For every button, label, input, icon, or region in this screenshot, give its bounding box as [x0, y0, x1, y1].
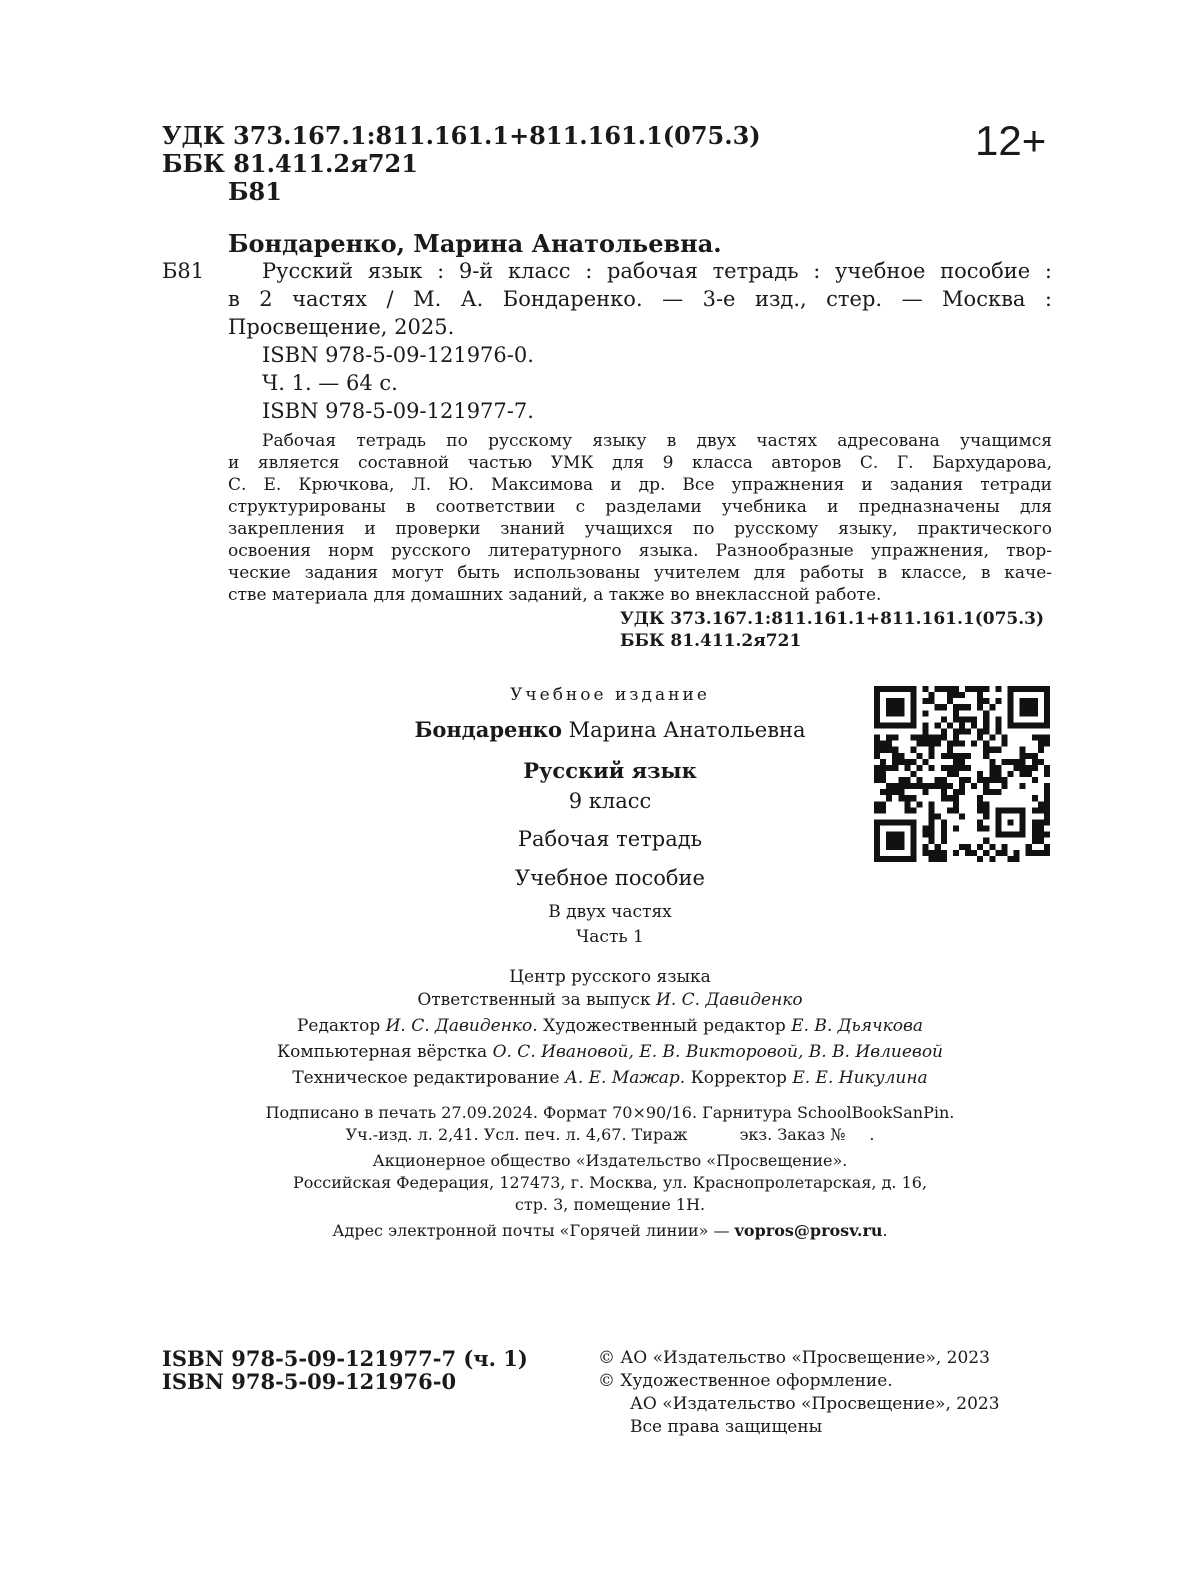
layout-names: О. С. Ивановой, Е. В. Викторовой, В. В. Ивлиевой	[492, 1042, 943, 1062]
udk-code: УДК 373.167.1:811.161.1+811.161.1(075.3)	[162, 121, 761, 150]
annotation-line: освоения норм русского литературного языка. Разнообразные упражнения, твор-	[228, 541, 1052, 561]
annotation-line: закрепления и проверки знаний учащихся по русскому языку, практического	[228, 519, 1052, 539]
responsible-name: И. С. Давиденко	[656, 990, 803, 1010]
art-editor-label: Художественный редактор	[543, 1016, 786, 1036]
qr-code[interactable]	[874, 686, 1050, 862]
catalog-title-line: в 2 частях / М. А. Бондаренко. — 3-е изд., стер. — Москва :	[228, 287, 1052, 311]
imprint-order: экз. Заказ №	[739, 1125, 846, 1144]
copyright-line: © АО «Издательство «Просвещение», 2023	[598, 1348, 990, 1368]
layout-line	[150, 1041, 1070, 1063]
annotation-udk: УДК 373.167.1:811.161.1+811.161.1(075.3)	[620, 609, 1045, 629]
email-label: Адрес электронной почты «Горячей линии» —	[332, 1221, 730, 1240]
publisher-line: Российская Федерация, 127473, г. Москва, ул. Краснопролетарская, д. 16,	[292, 1173, 928, 1192]
bbk-code: ББК 81.411.2я721	[162, 149, 418, 178]
layout-label: Компьютерная вёрстка	[277, 1042, 488, 1062]
annotation-line: Рабочая тетрадь по русскому языку в двух частях адресована учащимся	[262, 431, 1052, 451]
edition-grade: 9 класс	[568, 789, 652, 813]
center-name: Центр русского языка	[509, 967, 711, 987]
author-given-name: Марина Анатольевна	[568, 718, 806, 742]
tech-line	[150, 1067, 1070, 1089]
imprint-line: Подписано в печать 27.09.2024. Формат 70×90/16. Гарнитура SchoolBookSanPin.	[265, 1103, 955, 1122]
email-line	[150, 1220, 1070, 1241]
proof-name: Е. Е. Никулина	[792, 1068, 928, 1088]
catalog-part-pages: Ч. 1. — 64 с.	[262, 371, 398, 395]
tech-label: Техническое редактирование	[292, 1068, 560, 1088]
footer-isbn-general: ISBN 978-5-09-121976-0	[162, 1369, 457, 1394]
edition-author	[330, 716, 890, 744]
catalog-isbn-general: ISBN 978-5-09-121976-0.	[262, 343, 534, 367]
annotation-line: С. Е. Крючкова, Л. Ю. Максимова и др. Все упражнения и задания тетради	[228, 475, 1052, 495]
edition-part: Часть 1	[576, 927, 644, 947]
annotation-line: ческие задания могут быть использованы учителем для работы в классе, в каче-	[228, 563, 1052, 583]
copyright-line: © Художественное оформление.	[598, 1371, 893, 1391]
email-end: .	[882, 1221, 888, 1240]
tech-name: А. Е. Мажар.	[564, 1068, 686, 1088]
responsible-label: Ответственный за выпуск	[417, 990, 651, 1010]
annotation-line: и является составной частью УМК для 9 класса авторов С. Г. Бархударова,	[228, 453, 1052, 473]
imprint-sheets: Уч.-изд. л. 2,41. Усл. печ. л. 4,67. Тираж	[345, 1125, 688, 1144]
annotation-line: структурированы в соответствии с разделами учебника и предназначены для	[228, 497, 1052, 517]
catalog-title-line: Просвещение, 2025.	[228, 315, 455, 339]
edition-type: Учебное издание	[510, 685, 710, 705]
edition-title: Русский язык	[523, 758, 697, 783]
footer-isbn-part: ISBN 978-5-09-121977-7 (ч. 1)	[162, 1346, 528, 1371]
imprint-end: .	[869, 1125, 875, 1144]
responsible-line	[300, 989, 920, 1011]
copyright-line: АО «Издательство «Просвещение», 2023	[630, 1394, 1000, 1414]
publisher-line: стр. 3, помещение 1Н.	[514, 1195, 706, 1214]
email-link[interactable]: vopros@prosv.ru	[734, 1221, 883, 1240]
edition-book-type: Рабочая тетрадь	[517, 827, 703, 851]
catalog-author: Бондаренко, Марина Анатольевна.	[228, 229, 722, 258]
art-editor-name: Е. В. Дьячкова	[791, 1016, 924, 1036]
imprint-line	[150, 1124, 1070, 1145]
catalog-isbn-part: ISBN 978-5-09-121977-7.	[262, 399, 534, 423]
age-rating: 12+	[975, 117, 1047, 164]
rights-text: Все права защищены	[630, 1417, 823, 1437]
editor-line	[150, 1015, 1070, 1037]
author-mark: Б81	[228, 177, 282, 206]
editor-label: Редактор	[296, 1016, 381, 1036]
annotation-bbk: ББК 81.411.2я721	[620, 631, 802, 651]
author-surname: Бондаренко	[414, 717, 562, 742]
proof-label: Корректор	[690, 1068, 787, 1088]
catalog-title-line: Русский язык : 9-й класс : рабочая тетрадь : учебное пособие :	[262, 259, 1052, 283]
edition-parts: В двух частях	[548, 902, 672, 922]
publisher-line: Акционерное общество «Издательство «Просвещение».	[372, 1151, 848, 1170]
editor-name: И. С. Давиденко.	[385, 1016, 538, 1036]
edition-manual: Учебное пособие	[515, 866, 705, 890]
annotation-line: стве материала для домашних заданий, а также во внеклассной работе.	[228, 585, 882, 605]
catalog-mark: Б81	[162, 259, 205, 283]
